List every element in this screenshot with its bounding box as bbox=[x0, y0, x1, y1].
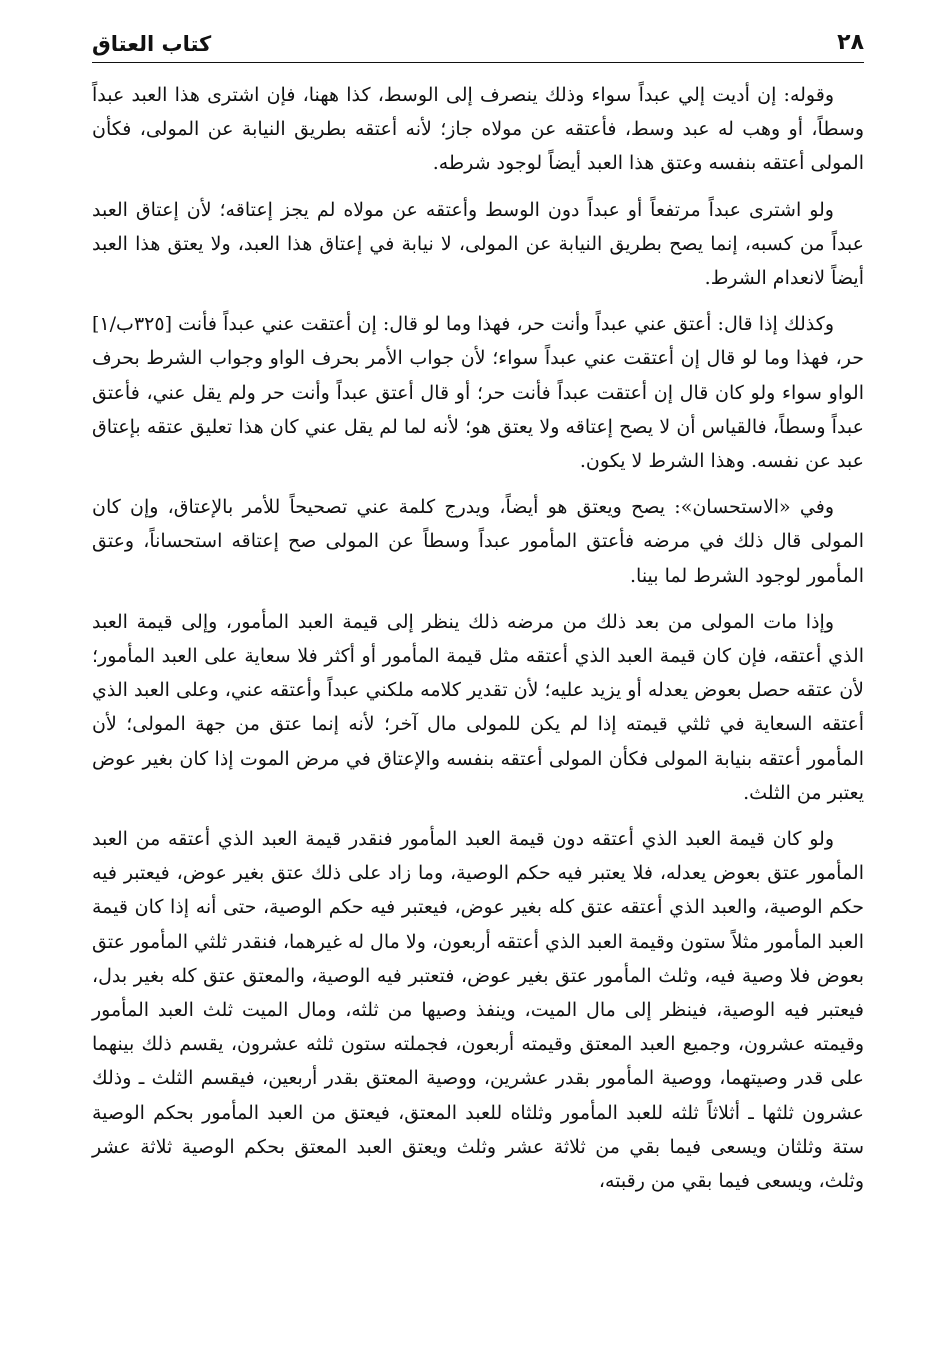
page-number: ٢٨ bbox=[837, 30, 864, 55]
running-title: كتاب العتاق bbox=[92, 32, 212, 56]
paragraph: وإذا مات المولى من بعد ذلك من مرضه ذلك ينظر إلى قيمة العبد المأمور، وإلى قيمة العبد الذي أعتقه، فإن كان قيمة العبد الذي أعتقه مثل قيمة المأمور أو أكثر فلا سعاية على العبد المأمور؛ لأن عتقه حصل بعوض يعدله أو يزيد عليه؛ لأن تقدير كلامه ملكني عبداً وأعتقه عني، وعلى العبد الذي أعتقه السعاية في ثلثي قيمته إذا لم يكن للمولى مال آخر؛ لأنه إنما عتق من جهة المولى؛ لأن المأمور أعتقه بنيابة المولى فكأن المولى أعتقه بنفسه والإعتاق في مرض الموت إذا كان بغير عوض يعتبر من الثلث. bbox=[92, 610, 864, 804]
paragraph: وكذلك إذا قال: أعتق عني عبداً وأنت حر، فهذا وما لو قال: إن أعتقت عني عبداً فأنت [٣٢٥ب/١] حر، فهذا وما لو قال إن أعتقت عني عبداً سواء؛ لأن جواب الأمر بحرف الواو وجواب الشرط بحرف الواو سواء ولو كان قال إن أعتقت عبداً فأنت حر؛ أو قال أعتق عبداً وأنت حر ولم يقل عني، فأعتق عبداً وسطاً، فالقياس أن لا يصح إعتاقه ولا يعتق هو؛ لأنه لما لم يقل عني كان هذا تعليق عتقه بإعتاق عبد عن نفسه. وهذا الشرط لا يكون. bbox=[92, 313, 864, 473]
paragraph: وفي «الاستحسان»: يصح ويعتق هو أيضاً، ويدرج كلمة عني تصحيحاً للأمر بالإعتاق، وإن كان المولى قال ذلك في مرضه فأعتق المأمور عبداً وسطاً عن المولى صح إعتاقه استحساناً، وعتق المأمور لوجود الشرط لما بينا. bbox=[92, 496, 864, 587]
paragraph: ولو اشترى عبداً مرتفعاً أو عبداً دون الوسط وأعتقه عن مولاه لم يجز إعتاقه؛ لأن إعتاق العبد عبداً من كسبه، إنما يصح بطريق النيابة عن المولى، لا نيابة في إعتاق هذا العبد، ولا يعتق هذا العبد أيضاً لانعدام الشرط. bbox=[92, 198, 864, 290]
paragraph: ولو كان قيمة العبد الذي أعتقه دون قيمة العبد المأمور فنقدر قيمة العبد الذي أعتقه من العبد المأمور عتق بعوض يعدله، فلا يعتبر فيه حكم الوصية، وما زاد على ذلك عتق بغير عوض، فيعتبر فيه حكم الوصية، والعبد الذي أعتقه عتق كله بغير عوض، فيعتبر فيه حكم الوصية، حتى أنه إذا كان قيمة العبد المأمور مثلاً ستون وقيمة العبد الذي أعتقه أربعون، ولا مال له غيرهما، فنقدر ثلثي المأمور عتق بعوض فلا وصية فيه، وثلث المأمور عتق بغير عوض، فتعتبر فيه الوصية، والمعتق عتق كله بغير بدل، فيعتبر فيه الوصية، فينظر إلى مال الميت، وينفذ وصيها من ثلثه، ومال الميت ثلث العبد المأمور وقيمته عشرون، وجميع العبد المعتق وقيمته أربعون، فجملته ستون ثلثه عشرون، يقسم ذلك بينهما على قدر وصيتهما، ووصية المأمور بقدر عشرين، ووصية المعتق بقدر أربعين، فيقسم الثلث ـ وذلك عشرون ثلثها ـ أثلاثاً ثلثه للعبد المأمور وثلثاه للعبد المعتق، فيعتق من العبد المأمور بحكم الوصية ستة وثلثان ويسعى فيما بقي من ثلاثة عشر وثلث ويعتق العبد المعتق بحكم الوصية ثلاثة عشر وثلث، ويسعى فيما بقي من رقبته، bbox=[92, 828, 864, 1193]
book-page bbox=[92, 28, 864, 1198]
body-text bbox=[92, 78, 864, 1198]
page-header bbox=[92, 28, 864, 63]
paragraph: وقوله: إن أديت إلي عبداً سواء وذلك ينصرف إلى الوسط، كذا ههنا، فإن اشترى هذا العبد عبداً وسطاً، أو وهب له عبد وسط، فأعتقه عن مولاه جاز؛ لأنه أعتقه بطريق النيابة عن المولى، فكأن المولى أعتقه بنفسه وعتق هذا العبد أيضاً لوجود شرطه. bbox=[92, 84, 864, 175]
